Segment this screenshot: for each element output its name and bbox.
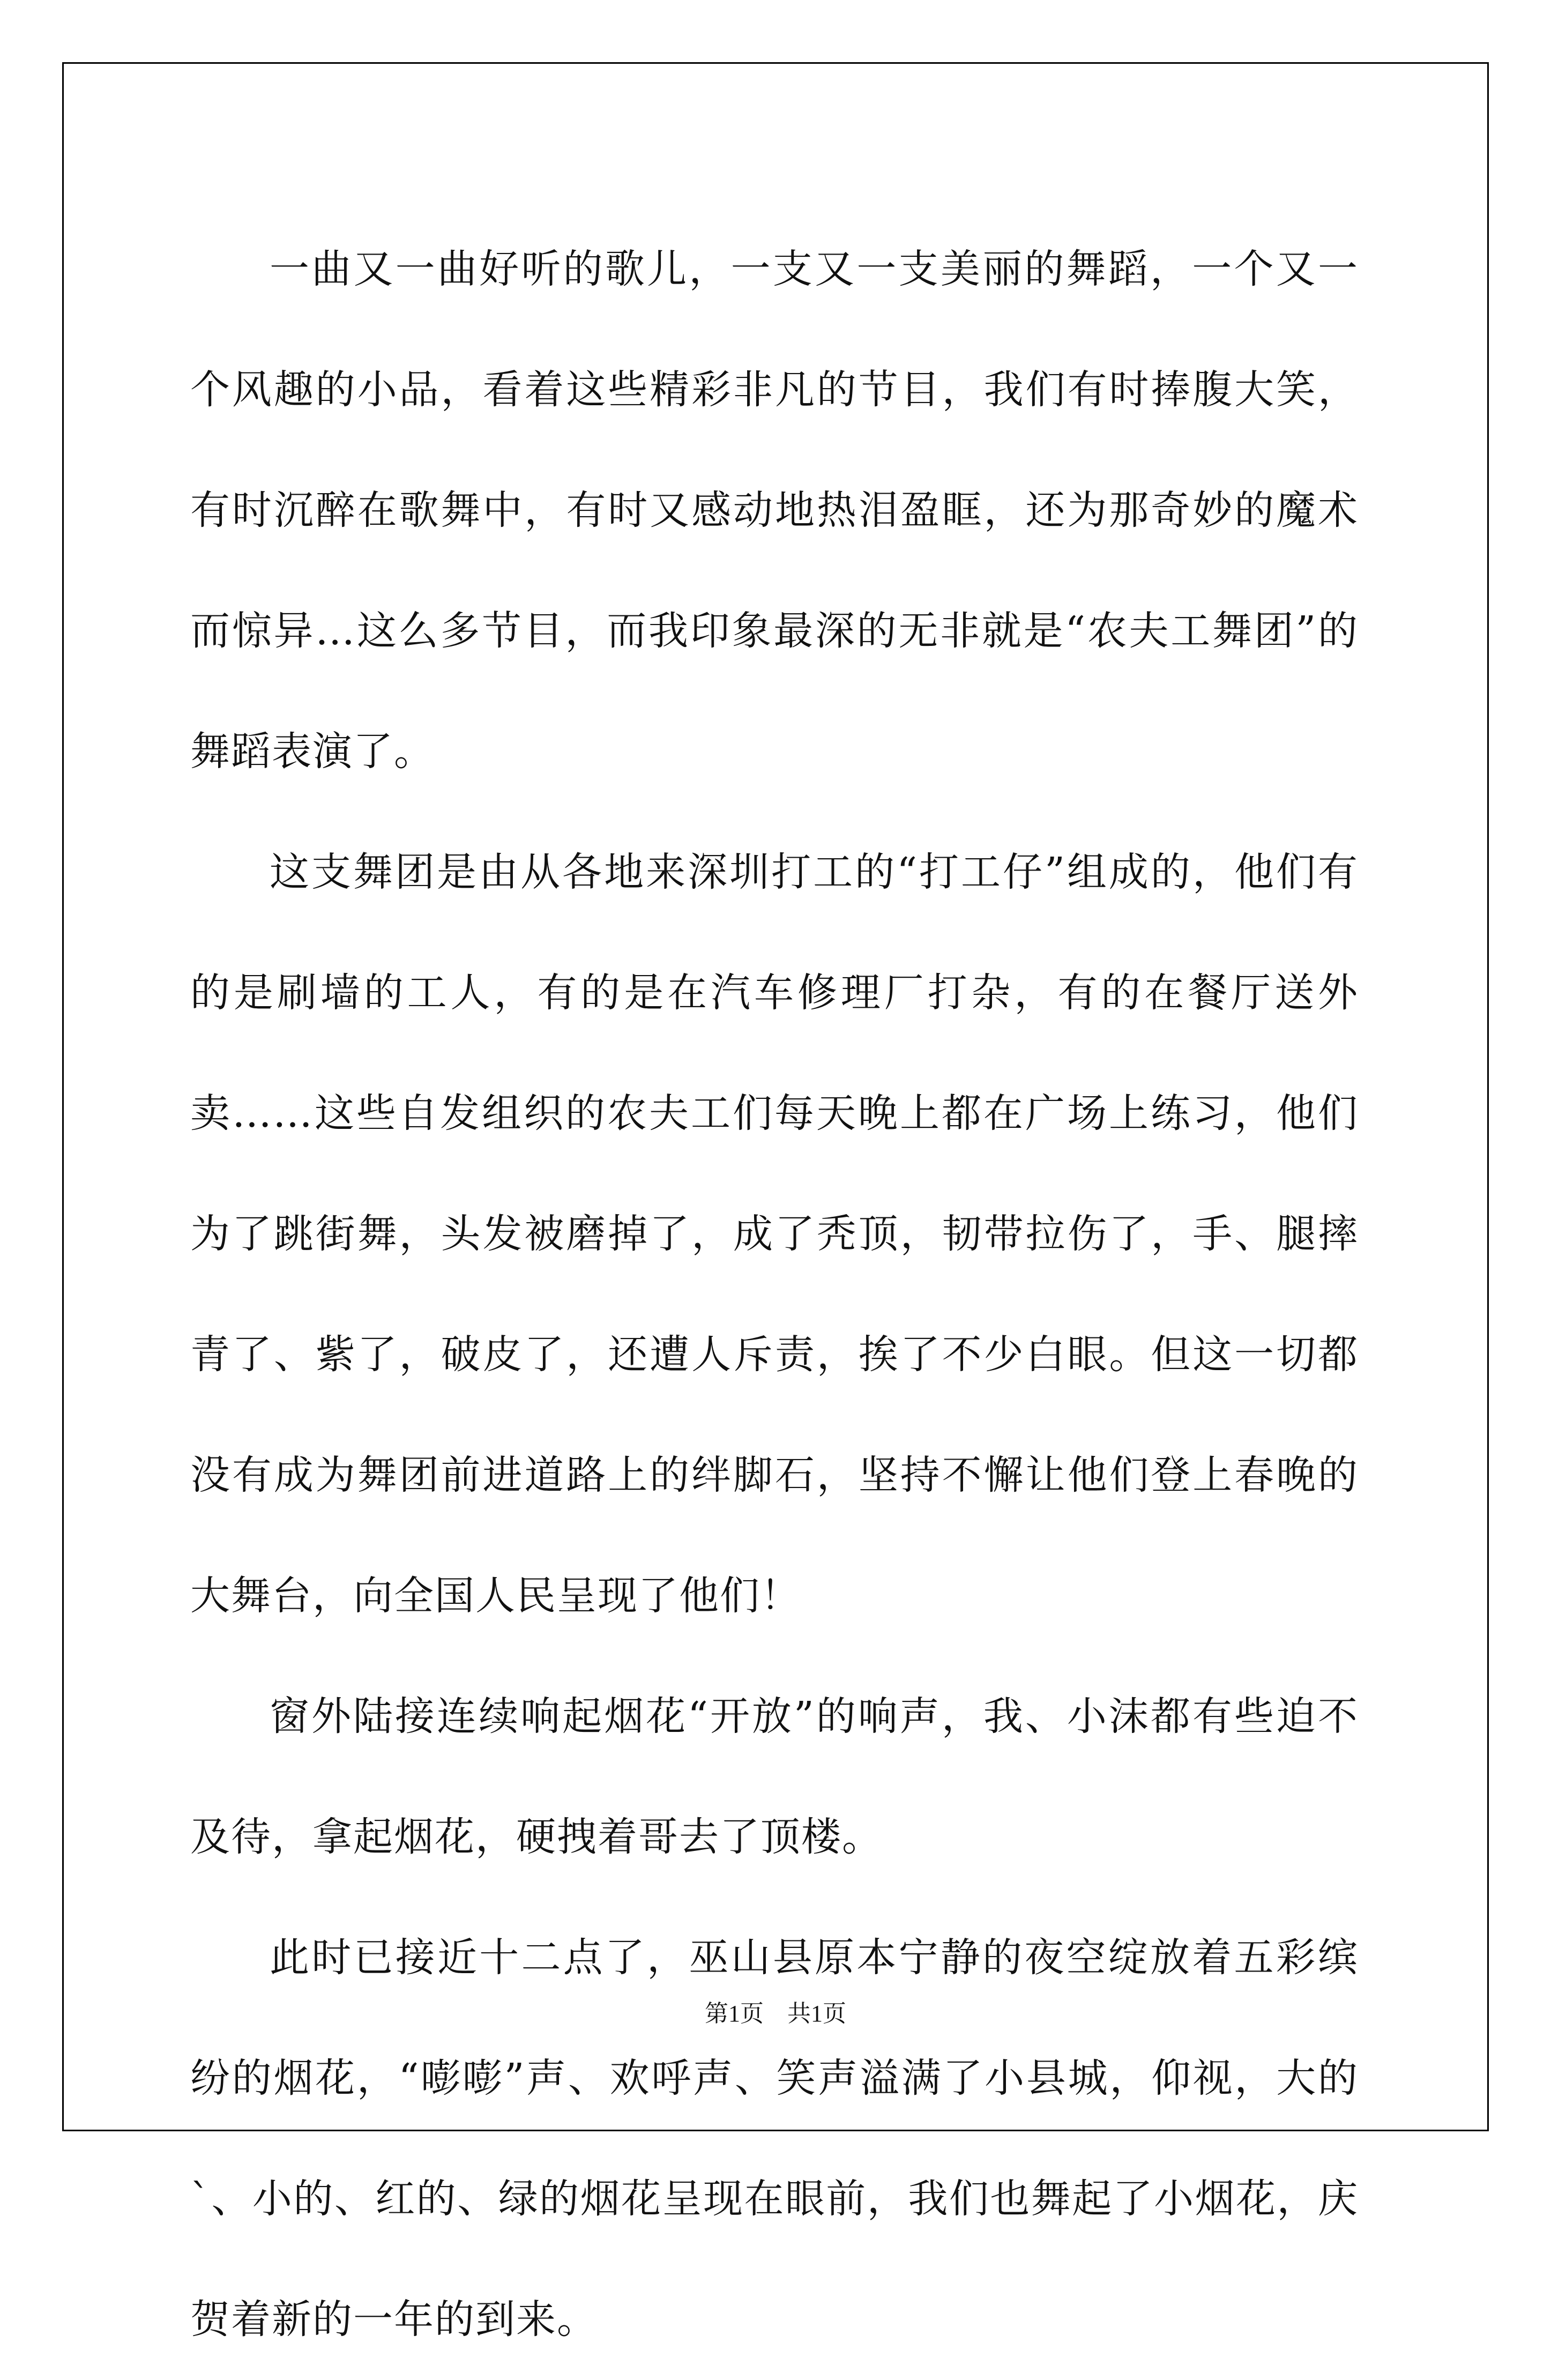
page-footer: 第1页 共1页 [705,2000,846,2027]
document-body [190,209,1359,2380]
paragraph-2: 这支舞团是由从各地来深圳打工的“打工仔”组成的，他们有的是刷墙的工人，有的是在汽车修理厂打杂，有的在餐厅送外卖……这些自发组织的农夫工们每天晚上都在广场上练习，他们为了跳街舞，头发被磨掉了，成了秃顶，韧带拉伤了，手、腿摔青了、紫了，破皮了，还遭人斥责，挨了不少白眼。但这一切都没有成为舞团前进道路上的绊脚石，坚持不懈让他们登上春晚的大舞台，向全国人民呈现了他们！ [190,849,1359,1619]
paragraph-3: 窗外陆接连续响起烟花“开放”的响声，我、小沫都有些迫不及待，拿起烟花，硬拽着哥去了顶楼。 [190,1693,1359,1860]
paragraph-1: 一曲又一曲好听的歌儿，一支又一支美丽的舞蹈，一个又一个风趣的小品，看着这些精彩非凡的节目，我们有时捧腹大笑，有时沉醉在歌舞中，有时又感动地热泪盈眶，还为那奇妙的魔术而惊异…这么多节目，而我印象最深的无非就是“农夫工舞团”的舞蹈表演了。 [190,246,1359,775]
paragraph-4: 此时已接近十二点了，巫山县原本宁静的夜空绽放着五彩缤纷的烟花，“嘭嘭”声、欢呼声、笑声溢满了小县城，仰视，大的`、小的、红的、绿的烟花呈现在眼前，我们也舞起了小烟花，庆贺着新的一年的到来。 [190,1935,1359,2342]
